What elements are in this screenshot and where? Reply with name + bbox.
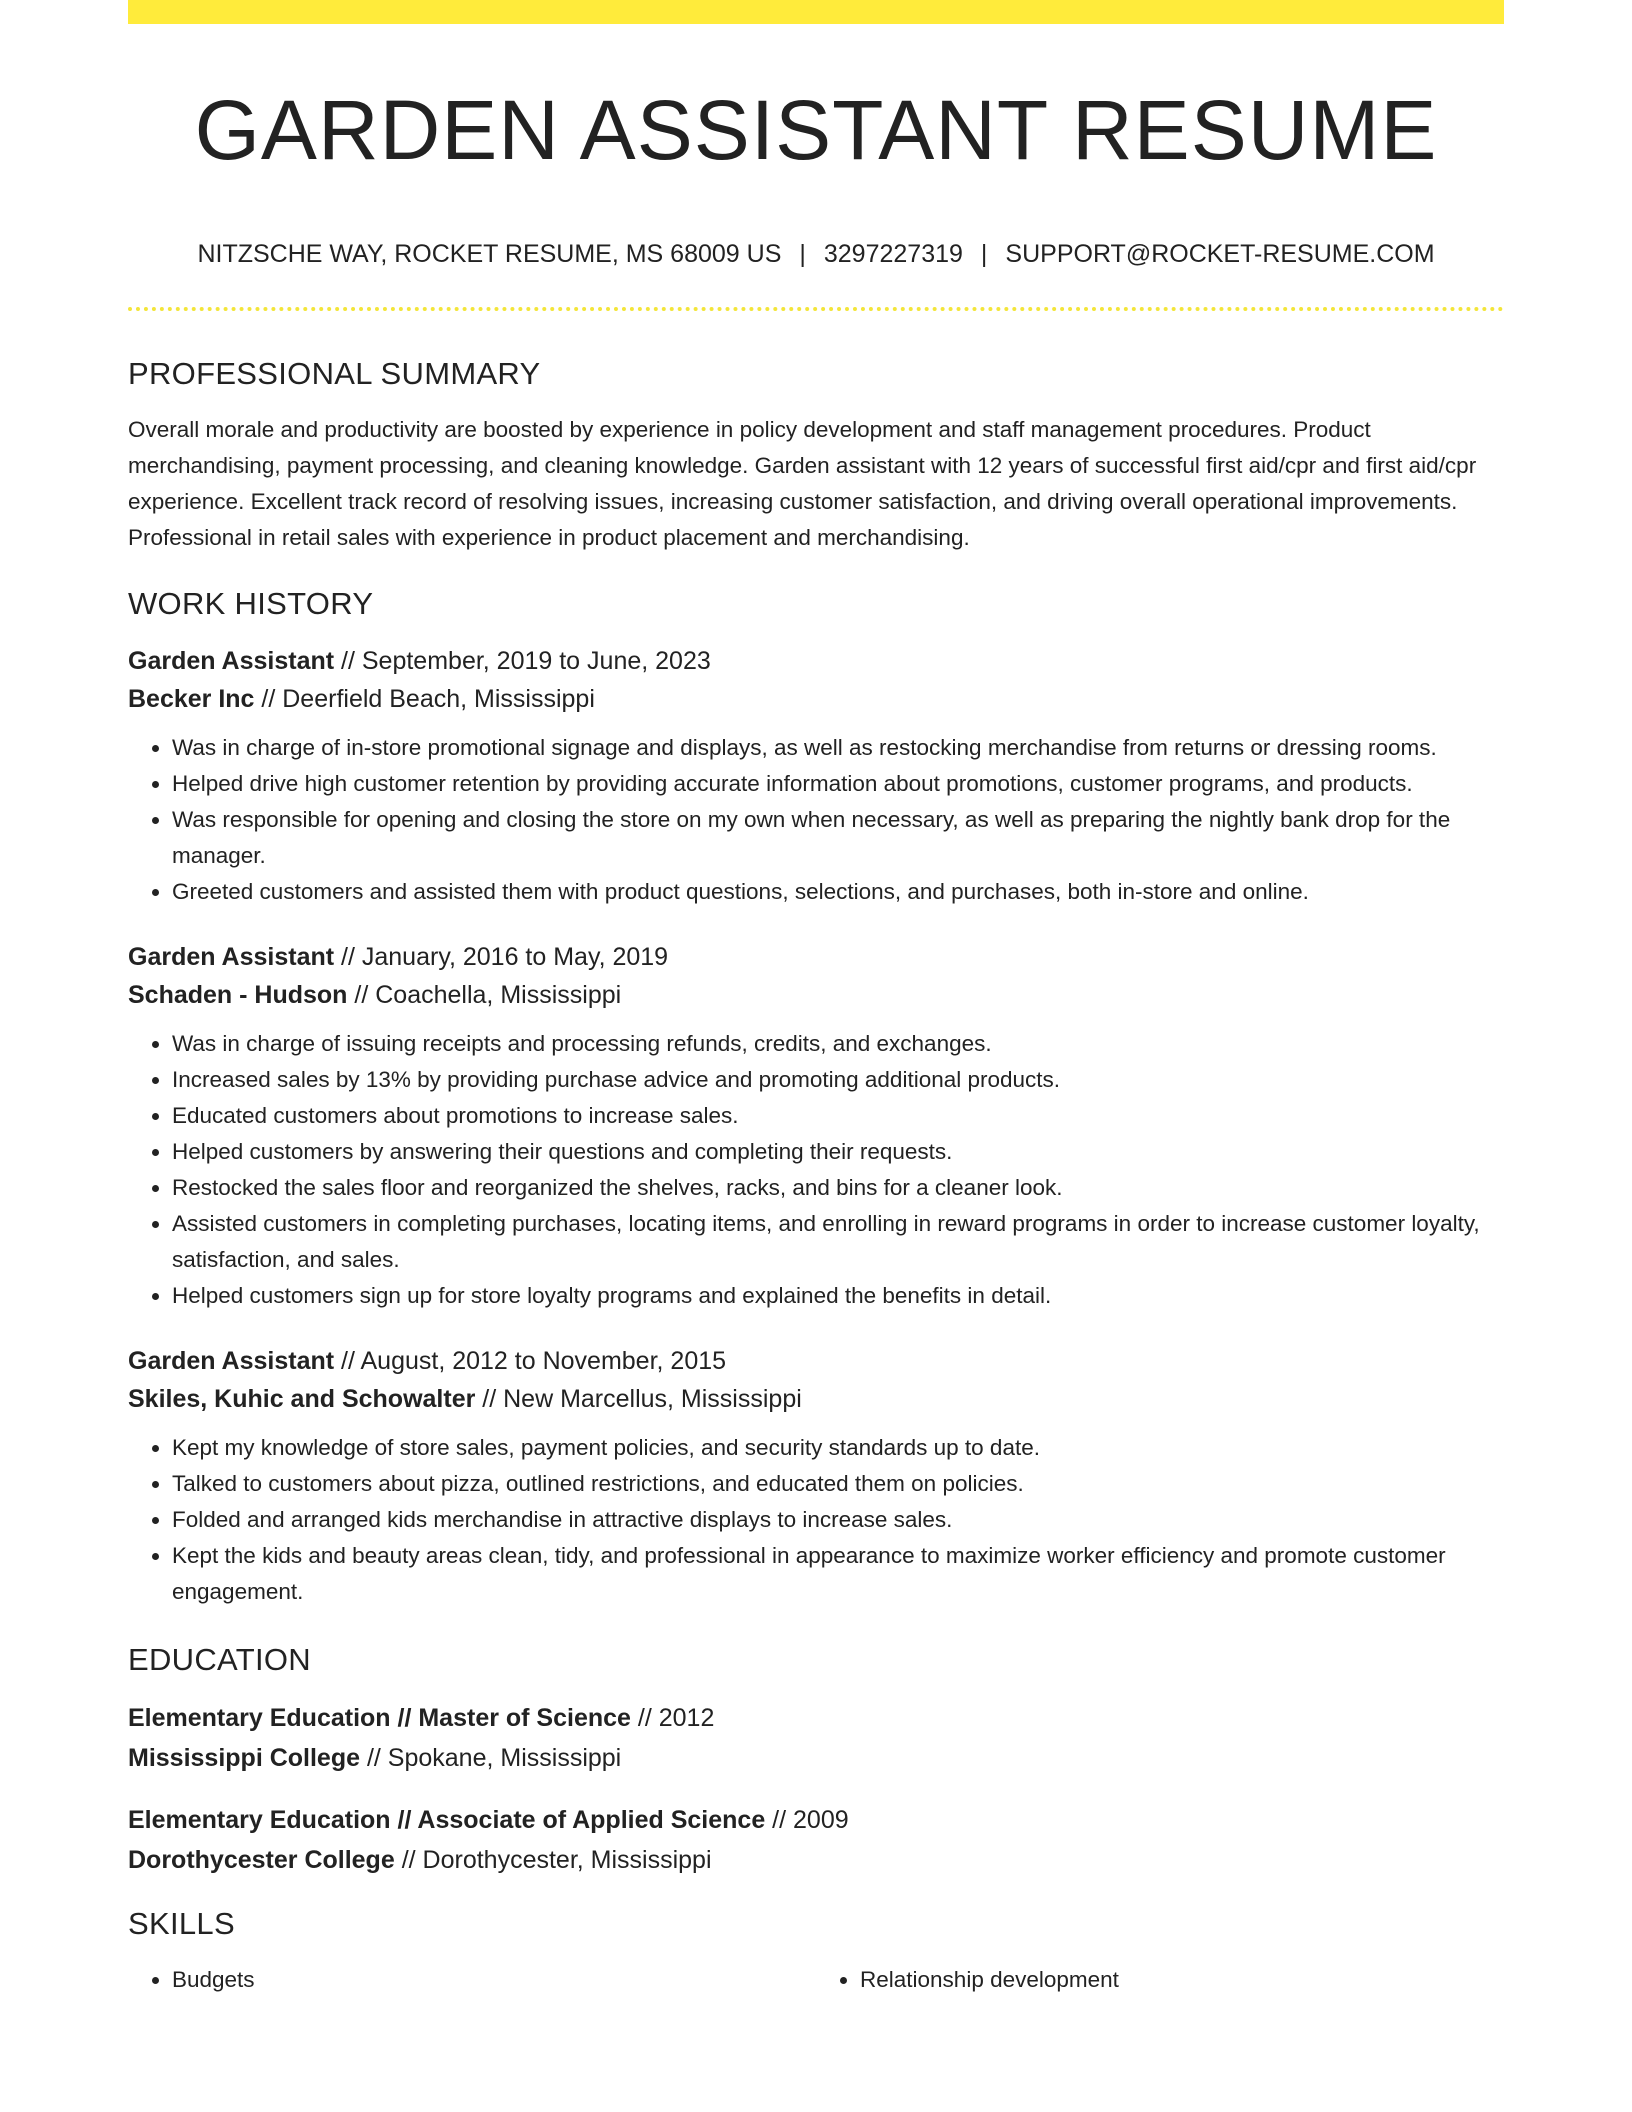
job-company: Schaden - Hudson [128,981,348,1009]
job-list [128,642,1504,1610]
skills-section [128,1902,1504,1998]
education-school-line [128,1738,1504,1778]
education-entry [128,1698,1504,1778]
job-bullet: • Folded and arranged kids merchandise in attractive displays to increase sales. [172,1502,1504,1538]
job-bullet: • Was in charge of issuing receipts and processing refunds, credits, and exchanges. [172,1026,1504,1062]
resume-title: GARDEN ASSISTANT RESUME [194,83,1438,177]
skill-item: • Relationship development [860,1962,1504,1998]
education-school-line [128,1840,1504,1880]
education-list [128,1698,1504,1880]
job-bullet: • Educated customers about promotions to increase sales. [172,1098,1504,1134]
section-heading-summary: PROFESSIONAL SUMMARY [128,356,541,391]
job-bullet: • Was responsible for opening and closing the store on my own when necessary, as well as preparing the nightly bank drop for the manager. [172,802,1504,874]
job-bullet: • Kept the kids and beauty areas clean, tidy, and professional in appearance to maximize worker efficiency and promote customer engagement. [172,1538,1504,1610]
job-dates: // January, 2016 to May, 2019 [334,943,669,971]
job-bullets [128,1430,1504,1610]
job-bullet: • Was in charge of in-store promotional signage and displays, as well as restocking merchandise from returns or dressing rooms. [172,730,1504,766]
education-location: // Dorothycester, Mississippi [394,1846,712,1874]
job-bullet: • Greeted customers and assisted them with product questions, selections, and purchases, both in-store and online. [172,874,1504,910]
education-school: Dorothycester College [128,1846,395,1874]
skills-column-right [816,1962,1504,1998]
accent-top-bar [128,0,1504,24]
education-degree: Elementary Education // Master of Science [128,1704,631,1732]
education-section [128,1638,1504,1880]
job-company: Skiles, Kuhic and Schowalter [128,1385,476,1413]
contact-address: NITZSCHE WAY, ROCKET RESUME, MS 68009 US [197,240,782,268]
job-bullets [128,730,1504,910]
job-title-line [128,938,1504,976]
contact-email: SUPPORT@ROCKET-RESUME.COM [1005,240,1435,268]
job-bullets [128,1026,1504,1314]
skills-columns [128,1962,1504,1998]
job-bullet: • Increased sales by 13% by providing purchase advice and promoting additional products. [172,1062,1504,1098]
job-location: // Coachella, Mississippi [347,981,622,1009]
job-dates: // September, 2019 to June, 2023 [334,647,711,675]
skills-column-left [128,1962,816,1998]
section-heading-skills: SKILLS [128,1906,235,1941]
work-history-section [128,582,1504,1610]
education-location: // Spokane, Mississippi [360,1744,622,1772]
section-heading-education: EDUCATION [128,1642,311,1677]
job-bullet: • Talked to customers about pizza, outlined restrictions, and educated them on policies. [172,1466,1504,1502]
education-degree: Elementary Education // Associate of Applied Science [128,1806,766,1834]
education-school: Mississippi College [128,1744,361,1772]
job-entry [128,938,1504,1314]
job-company: Becker Inc [128,685,255,713]
education-year: // 2012 [630,1704,715,1732]
job-company-line [128,976,1504,1014]
job-bullet: • Helped drive high customer retention by providing accurate information about promotions, customer programs, and products. [172,766,1504,802]
job-title: Garden Assistant [128,647,335,675]
job-location: // New Marcellus, Mississippi [475,1385,802,1413]
job-bullet: • Restocked the sales floor and reorganized the shelves, racks, and bins for a cleaner look. [172,1170,1504,1206]
education-degree-line [128,1698,1504,1738]
education-entry [128,1800,1504,1880]
job-title-line [128,642,1504,680]
job-title-line [128,1342,1504,1380]
dotted-divider [128,307,1504,311]
job-title: Garden Assistant [128,1347,335,1375]
job-entry [128,642,1504,910]
job-location: // Deerfield Beach, Mississippi [254,685,595,713]
skill-item: • Budgets [172,1962,816,1998]
job-title: Garden Assistant [128,943,335,971]
job-bullet: • Assisted customers in completing purchases, locating items, and enrolling in reward programs in order to increase customer loyalty, satisfaction, and sales. [172,1206,1504,1278]
job-bullet: • Kept my knowledge of store sales, payment policies, and security standards up to date. [172,1430,1504,1466]
contact-separator: | [980,240,988,268]
job-bullet: • Helped customers by answering their questions and completing their requests. [172,1134,1504,1170]
job-dates: // August, 2012 to November, 2015 [334,1347,727,1375]
summary-text: Overall morale and productivity are boosted by experience in policy development and staff management procedures. Product merchandising, payment processing, and cleaning knowledge. Garden assistant with 12 years of successful first aid/cpr and first aid/cpr experience. Excellent track record of resolving issues, increasing customer satisfaction, and driving overall operational improvements. Professional in retail sales with experience in product placement and merchandising. [128,417,1477,550]
job-entry [128,1342,1504,1610]
education-degree-line [128,1800,1504,1840]
job-company-line [128,680,1504,718]
job-bullet: • Helped customers sign up for store loyalty programs and explained the benefits in detail. [172,1278,1504,1314]
contact-separator: | [799,240,806,268]
section-heading-work-history: WORK HISTORY [128,586,374,621]
job-company-line [128,1380,1504,1418]
summary-section [128,352,1504,556]
contact-phone: 3297227319 [823,240,963,268]
education-year: // 2009 [765,1806,849,1834]
contact-line [128,236,1504,272]
resume-content [128,352,1504,1998]
